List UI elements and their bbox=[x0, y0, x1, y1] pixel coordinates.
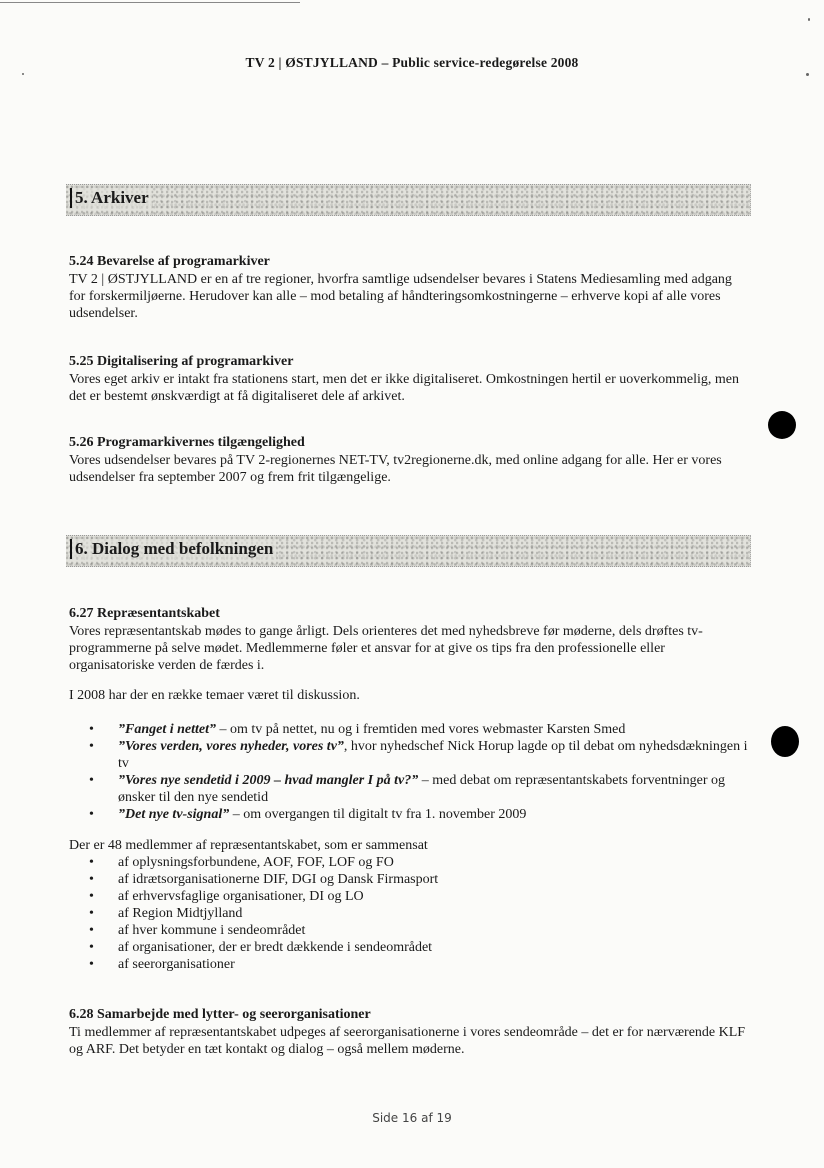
scan-top-edge-line bbox=[0, 2, 300, 3]
bullet-glyph: • bbox=[89, 906, 94, 921]
paragraph-6-27: Vores repræsentantskab mødes to gange årligt. Dels orienteres det med nyhedsbreve før møderne, dels drøftes tv-programmerne på selve mødet. Medlemmerne føler et ansvar for at give os tips fra den professionelle eller organisatoriske verden de færdes i. bbox=[69, 624, 703, 673]
list-item bbox=[69, 871, 759, 888]
theme-title: ”Det nye tv-signal” bbox=[118, 807, 230, 822]
scan-speck bbox=[806, 73, 809, 76]
bullet-glyph: • bbox=[89, 855, 94, 870]
running-head: TV 2 | ØSTJYLLAND – Public service-redegørelse 2008 bbox=[245, 55, 579, 70]
themes-list bbox=[69, 721, 759, 823]
heading-6-28: 6.28 Samarbejde med lytter- og seerorganisationer bbox=[69, 1007, 371, 1022]
list-item bbox=[69, 922, 759, 939]
theme-title: ”Vores verden, vores nyheder, vores tv” bbox=[118, 739, 344, 754]
members-intro: Der er 48 medlemmer af repræsentantskabet, som er sammensat bbox=[69, 838, 428, 853]
themes-intro: I 2008 har der en række temaer været til diskussion. bbox=[69, 688, 360, 703]
scan-speck bbox=[808, 18, 810, 21]
punch-hole bbox=[768, 411, 796, 439]
list-item bbox=[69, 905, 759, 922]
paragraph-5-24: TV 2 | ØSTJYLLAND er en af tre regioner, hvorfra samtlige udsendelser bevares i Statens Mediesamling med adgang for forskermiljøerne. Herudover kan alle – mod betaling af håndteringsomkostningerne – erhverve kopi af alle vores udsendelser. bbox=[69, 272, 732, 321]
theme-text: – om tv på nettet, nu og i fremtiden med vores webmaster Karsten Smed bbox=[216, 722, 626, 737]
bullet-glyph: • bbox=[89, 739, 94, 754]
member-text: af hver kommune i sendeområdet bbox=[118, 923, 306, 938]
section-title: 6. Dialog med befolkningen bbox=[70, 539, 276, 559]
theme-text: – med debat om repræsentantskabets forventninger og ønsker til den nye sendetid bbox=[118, 773, 725, 805]
section-band-dialog bbox=[66, 535, 751, 567]
page-number: Side 16 af 19 bbox=[372, 1111, 452, 1125]
member-text: af idrætsorganisationerne DIF, DGI og Dansk Firmasport bbox=[118, 872, 439, 887]
member-text: af oplysningsforbundene, AOF, FOF, LOF og FO bbox=[118, 855, 394, 870]
list-item bbox=[69, 806, 759, 823]
heading-5-25: 5.25 Digitalisering af programarkiver bbox=[69, 354, 294, 369]
bullet-glyph: • bbox=[89, 957, 94, 972]
list-item bbox=[69, 939, 759, 956]
theme-title: ”Fanget i nettet” bbox=[118, 722, 216, 737]
heading-5-26: 5.26 Programarkivernes tilgængelighed bbox=[69, 435, 305, 450]
paragraph-5-25: Vores eget arkiv er intakt fra stationens start, men det er ikke digitaliseret. Omkostningen hertil er uoverkommelig, men det er bestemt ønskværdigt at få digitaliseret dele af arkivet. bbox=[69, 372, 739, 404]
theme-title: ”Vores nye sendetid i 2009 – hvad mangler I på tv?” bbox=[118, 773, 419, 788]
list-item bbox=[69, 738, 759, 772]
list-item bbox=[69, 956, 759, 973]
section-band-arkiver bbox=[66, 184, 751, 216]
theme-text: , hvor nyhedschef Nick Horup lagde op til debat om nyhedsdækningen i tv bbox=[118, 739, 748, 771]
members-list bbox=[69, 854, 759, 973]
bullet-glyph: • bbox=[89, 773, 94, 788]
bullet-glyph: • bbox=[89, 923, 94, 938]
heading-6-27: 6.27 Repræsentantskabet bbox=[69, 606, 220, 621]
list-item bbox=[69, 854, 759, 871]
section-title: 5. Arkiver bbox=[70, 188, 152, 208]
list-item bbox=[69, 888, 759, 905]
bullet-glyph: • bbox=[89, 940, 94, 955]
member-text: af seerorganisationer bbox=[118, 957, 235, 972]
scan-speck bbox=[22, 73, 24, 75]
bullet-glyph: • bbox=[89, 722, 94, 737]
bullet-glyph: • bbox=[89, 807, 94, 822]
member-text: af Region Midtjylland bbox=[118, 906, 243, 921]
member-text: af organisationer, der er bredt dækkende i sendeområdet bbox=[118, 940, 433, 955]
bullet-glyph: • bbox=[89, 889, 94, 904]
theme-text: – om overgangen til digitalt tv fra 1. november 2009 bbox=[229, 807, 527, 822]
list-item bbox=[69, 772, 759, 806]
bullet-glyph: • bbox=[89, 872, 94, 887]
paragraph-6-28: Ti medlemmer af repræsentantskabet udpeges af seerorganisationerne i vores sendeområde – det er for nærværende KLF og ARF. Det betyder en tæt kontakt og dialog – også mellem møderne. bbox=[69, 1025, 746, 1057]
member-text: af erhvervsfaglige organisationer, DI og LO bbox=[118, 889, 364, 904]
punch-hole bbox=[771, 726, 799, 757]
paragraph-5-26: Vores udsendelser bevares på TV 2-regionernes NET-TV, tv2regionerne.dk, med online adgang for alle. Her er vores udsendelser fra september 2007 og frem frit tilgængelige. bbox=[69, 453, 722, 485]
heading-5-24: 5.24 Bevarelse af programarkiver bbox=[69, 254, 270, 269]
list-item bbox=[69, 721, 759, 738]
